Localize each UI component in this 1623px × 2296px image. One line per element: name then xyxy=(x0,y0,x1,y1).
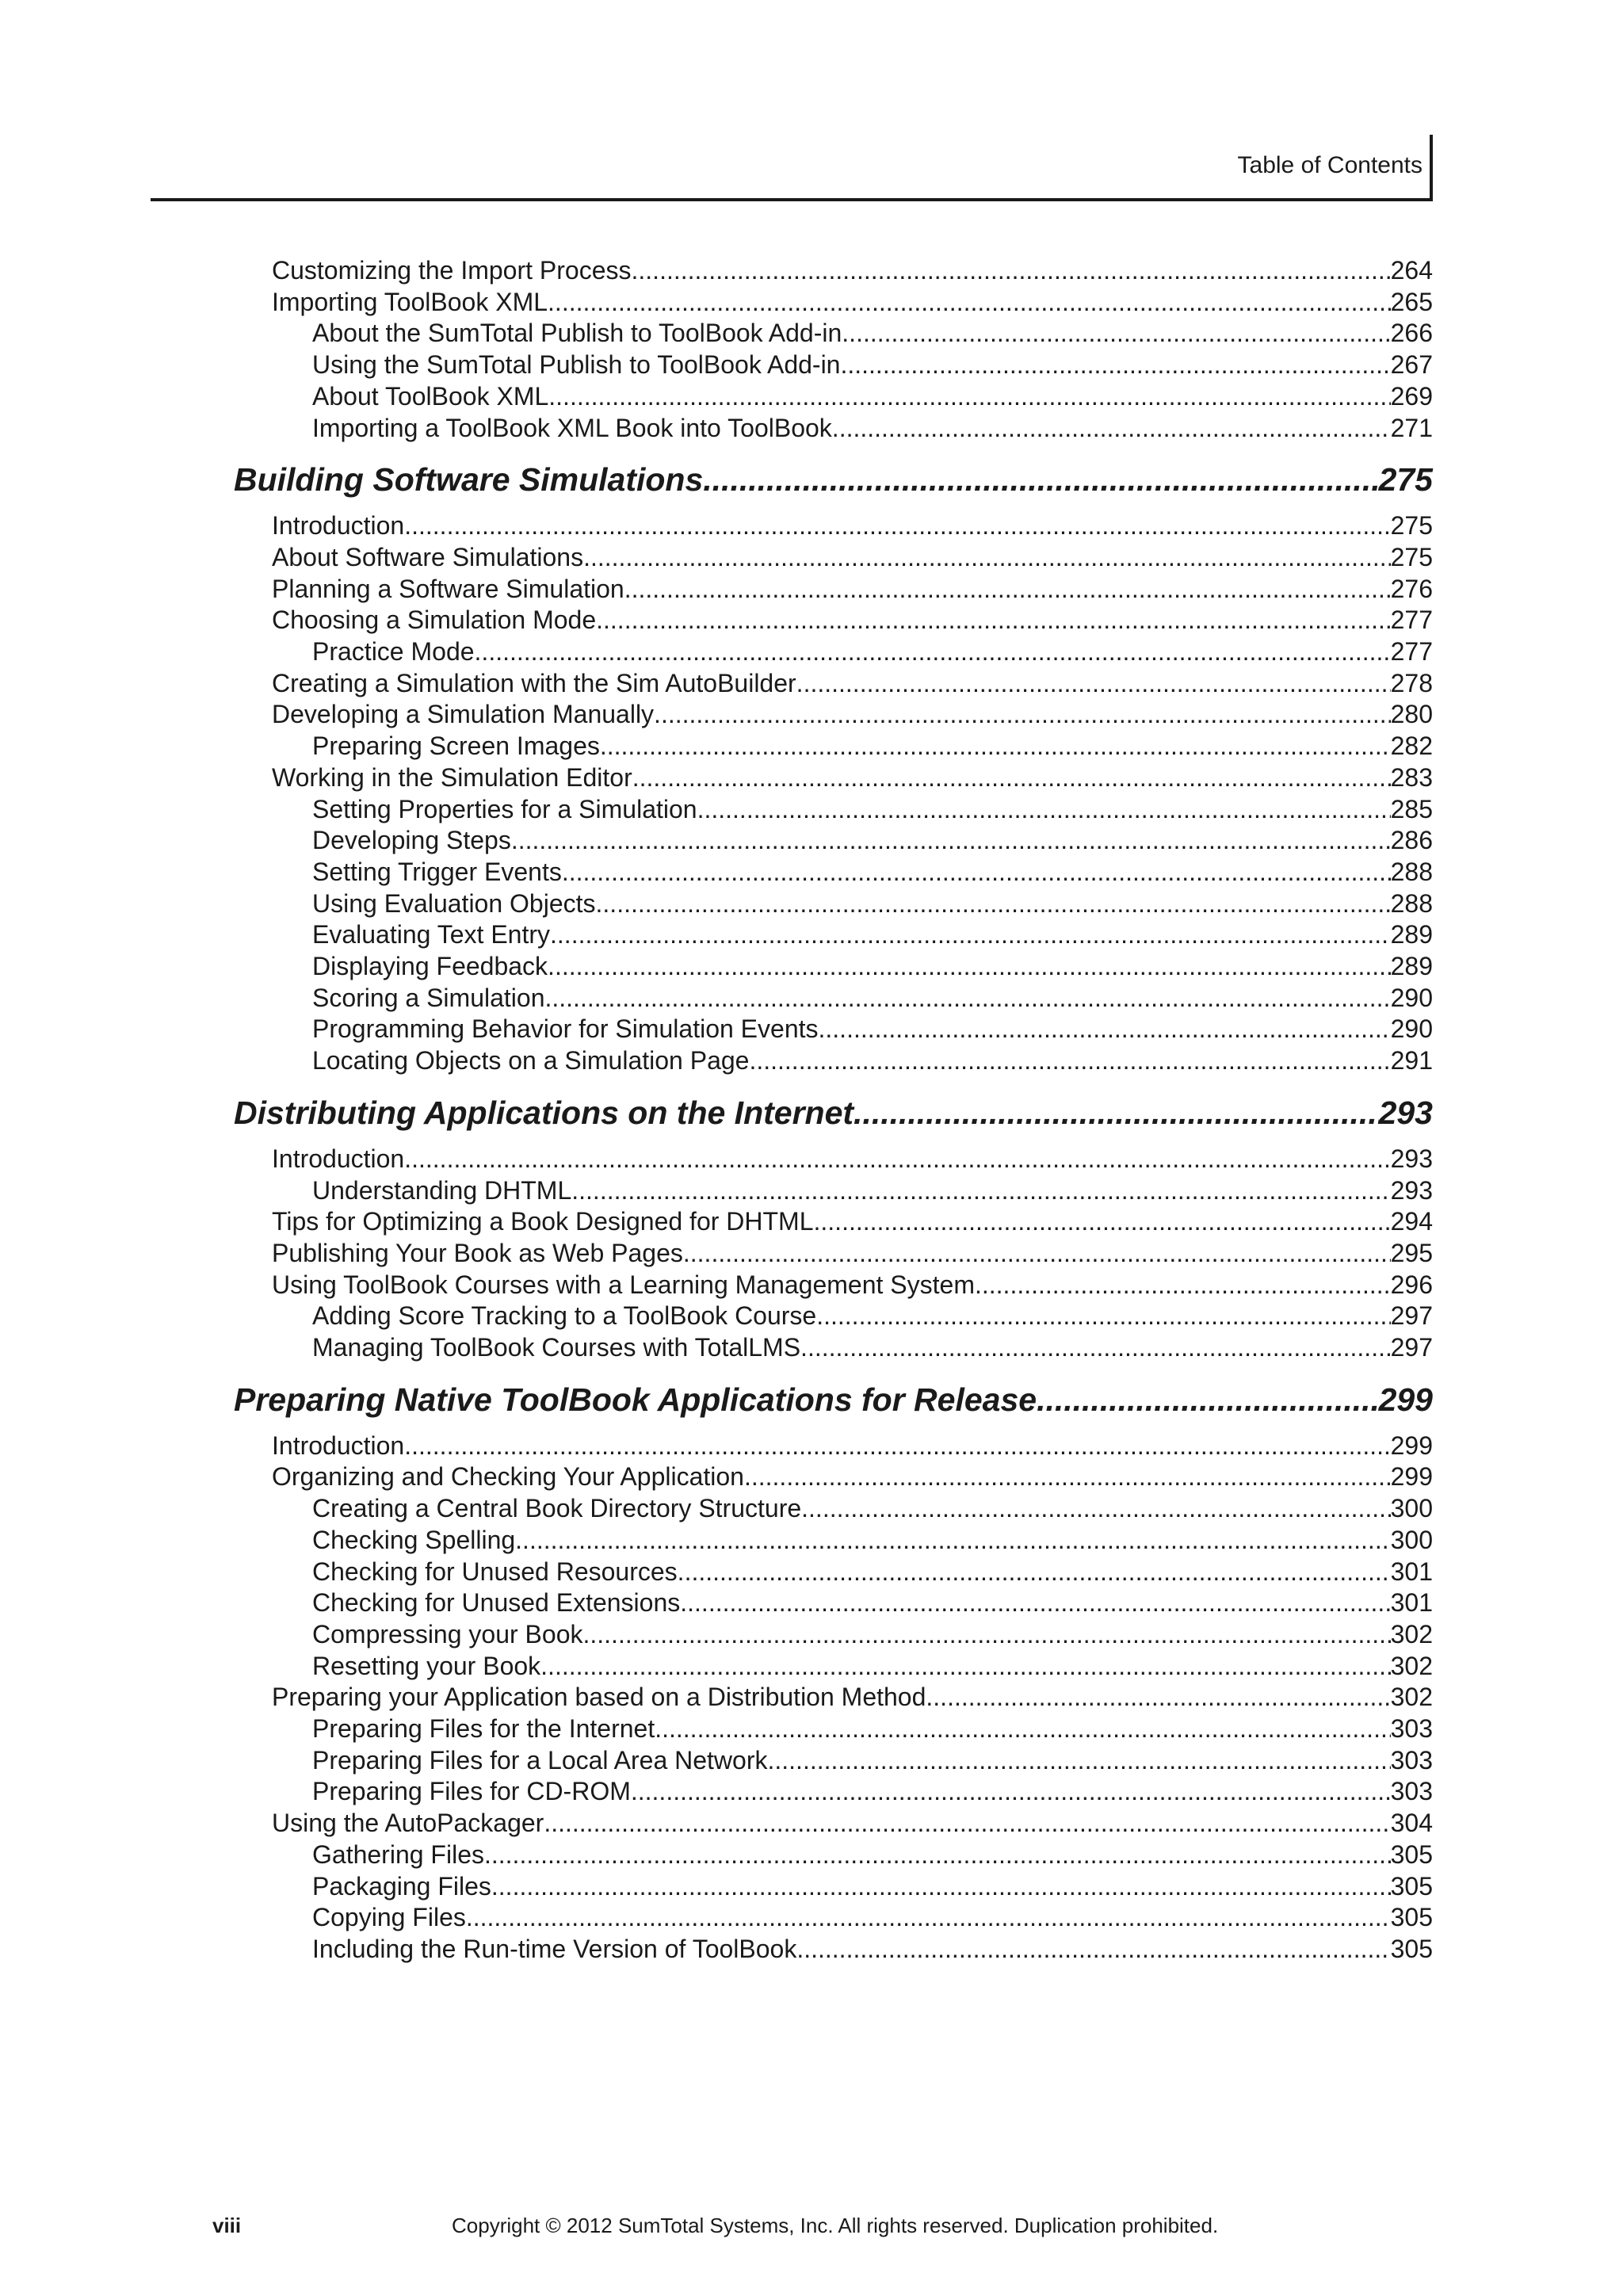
dot-leader xyxy=(840,349,1390,380)
toc-entry-page: 305 xyxy=(1390,1903,1433,1931)
toc-entry xyxy=(312,1933,1433,1965)
toc-entry-page: 302 xyxy=(1390,1652,1433,1680)
toc-entry-title: Creating a Simulation with the Sim AutoBuilder xyxy=(272,669,796,697)
toc-entry-page: 302 xyxy=(1390,1620,1433,1648)
toc-entry-page: 303 xyxy=(1390,1746,1433,1775)
toc-entry-page: 264 xyxy=(1390,256,1433,285)
toc-entry-page: 275 xyxy=(1390,511,1433,540)
toc-entry-page: 303 xyxy=(1390,1714,1433,1743)
toc-entry xyxy=(312,1556,1433,1587)
toc-entry xyxy=(272,1143,1433,1175)
toc-entry-page: 300 xyxy=(1390,1494,1433,1522)
toc-entry xyxy=(312,888,1433,919)
toc-entry-page: 289 xyxy=(1390,952,1433,980)
toc-entry-page: 271 xyxy=(1390,414,1433,442)
toc-entry xyxy=(312,824,1433,856)
toc-entry xyxy=(312,317,1433,349)
toc-entry-page: 288 xyxy=(1390,858,1433,886)
dot-leader xyxy=(975,1269,1391,1301)
toc-entry xyxy=(272,541,1433,573)
toc-entry-title: Introduction xyxy=(272,511,405,540)
toc-entry xyxy=(312,1587,1433,1618)
toc-entry-title: Customizing the Import Process xyxy=(272,256,632,285)
toc-entry-title: Including the Run-time Version of ToolBook xyxy=(312,1935,797,1963)
dot-leader xyxy=(631,1775,1391,1807)
toc-entry xyxy=(312,1744,1433,1776)
toc-entry-page: 288 xyxy=(1390,889,1433,918)
toc-entry-title: Developing a Simulation Manually xyxy=(272,700,655,728)
toc-entry-page: 278 xyxy=(1390,669,1433,697)
dot-leader xyxy=(484,1839,1391,1870)
toc-entry xyxy=(312,349,1433,380)
toc-entry-title: Checking for Unused Extensions xyxy=(312,1588,681,1617)
dot-leader xyxy=(744,1461,1391,1492)
dot-leader xyxy=(697,793,1391,825)
toc-entry-page: 290 xyxy=(1390,984,1433,1012)
toc-entry-title: Managing ToolBook Courses with TotalLMS xyxy=(312,1333,801,1362)
dot-leader xyxy=(816,1300,1390,1331)
toc-entry-page: 266 xyxy=(1390,319,1433,347)
toc-entry-title: Working in the Simulation Editor xyxy=(272,763,632,792)
toc-entry-title: Organizing and Checking Your Application xyxy=(272,1462,744,1491)
toc-entry-title: Packaging Files xyxy=(312,1872,491,1901)
toc-entry-title: Copying Files xyxy=(312,1903,466,1931)
toc-entry-title: Tips for Optimizing a Book Designed for DHTML xyxy=(272,1207,814,1236)
footer-copyright: Copyright © 2012 SumTotal Systems, Inc. All rights reserved. Duplication prohibited. xyxy=(452,2214,1219,2237)
toc-entry-page: 269 xyxy=(1390,382,1433,411)
toc-entry xyxy=(312,1175,1433,1206)
toc-entry-page: 302 xyxy=(1390,1683,1433,1711)
toc-entry-title: Practice Mode xyxy=(312,637,475,666)
toc-entry-title: Using Evaluation Objects xyxy=(312,889,596,918)
toc-entry xyxy=(312,1013,1433,1045)
toc-entry-page: 267 xyxy=(1390,350,1433,379)
dot-leader xyxy=(632,254,1391,286)
toc-chapter-entry xyxy=(234,460,1433,499)
dot-leader xyxy=(475,636,1391,667)
toc-entry-title: Using ToolBook Courses with a Learning Management System xyxy=(272,1270,975,1299)
dot-leader xyxy=(600,730,1391,762)
toc-entry xyxy=(312,730,1433,762)
toc-entry xyxy=(272,510,1433,541)
toc-entry xyxy=(312,982,1433,1014)
toc-entry-title: Setting Trigger Events xyxy=(312,858,562,886)
header-vertical-rule xyxy=(1430,135,1433,201)
toc-entry xyxy=(272,1807,1433,1839)
toc-chapter-entry xyxy=(234,1093,1433,1133)
toc-entry xyxy=(312,1524,1433,1556)
toc-entry xyxy=(272,286,1433,318)
toc-entry xyxy=(312,1901,1433,1933)
dot-leader xyxy=(632,762,1391,793)
dot-leader xyxy=(655,1713,1390,1744)
toc-entry-page: 285 xyxy=(1390,795,1433,823)
toc-entry-title: Distributing Applications on the Internet xyxy=(234,1095,854,1131)
toc-entry-title: Creating a Central Book Directory Structure xyxy=(312,1494,802,1522)
dot-leader xyxy=(582,1618,1390,1650)
toc-entry-page: 303 xyxy=(1390,1777,1433,1805)
toc-entry-title: Displaying Feedback xyxy=(312,952,548,980)
dot-leader xyxy=(678,1556,1391,1587)
toc-entry xyxy=(312,919,1433,950)
toc-entry-page: 289 xyxy=(1390,920,1433,949)
toc-entry-page: 297 xyxy=(1390,1301,1433,1330)
toc-entry xyxy=(312,1492,1433,1524)
toc-entry-title: Preparing Files for the Internet xyxy=(312,1714,655,1743)
toc-entry xyxy=(312,1839,1433,1870)
dot-leader xyxy=(544,1807,1390,1839)
dot-leader xyxy=(404,1430,1390,1461)
toc-entry xyxy=(312,856,1433,888)
dot-leader xyxy=(491,1870,1391,1902)
toc-entry xyxy=(312,950,1433,982)
dot-leader xyxy=(404,510,1390,541)
toc-entry-title: Importing ToolBook XML xyxy=(272,288,548,316)
dot-leader xyxy=(571,1175,1390,1206)
toc-entry xyxy=(312,1650,1433,1682)
toc-entry-page: 290 xyxy=(1390,1014,1433,1043)
toc-entry xyxy=(312,1618,1433,1650)
toc-entry-title: Checking for Unused Resources xyxy=(312,1557,678,1586)
toc-entry-title: Using the SumTotal Publish to ToolBook Add-in xyxy=(312,350,841,379)
toc-entry-page: 276 xyxy=(1390,575,1433,603)
toc-entry-title: Preparing Native ToolBook Applications for Release xyxy=(234,1381,1037,1418)
toc-entry-page: 299 xyxy=(1390,1431,1433,1460)
toc-entry-title: Introduction xyxy=(272,1431,405,1460)
dot-leader xyxy=(466,1901,1391,1933)
toc-chapter-entry xyxy=(234,1380,1433,1419)
dot-leader xyxy=(544,982,1390,1014)
toc-entry-title: About ToolBook XML xyxy=(312,382,549,411)
dot-leader xyxy=(1037,1380,1379,1419)
toc-entry-title: Preparing Files for a Local Area Network xyxy=(312,1746,768,1775)
toc-entry-title: About the SumTotal Publish to ToolBook Add-in xyxy=(312,319,842,347)
toc-entry xyxy=(312,1775,1433,1807)
toc-entry xyxy=(272,573,1433,605)
toc-entry-page: 283 xyxy=(1390,763,1433,792)
toc-entry-title: Scoring a Simulation xyxy=(312,984,545,1012)
dot-leader xyxy=(583,541,1391,573)
dot-leader xyxy=(703,460,1378,499)
dot-leader xyxy=(926,1681,1390,1713)
toc-entry xyxy=(272,762,1433,793)
dot-leader xyxy=(800,1331,1391,1363)
dot-leader xyxy=(515,1524,1390,1556)
toc-entry-page: 294 xyxy=(1390,1207,1433,1236)
toc-entry xyxy=(272,604,1433,636)
toc-entry xyxy=(272,1461,1433,1492)
toc-entry-page: 301 xyxy=(1390,1588,1433,1617)
dot-leader xyxy=(511,824,1391,856)
dot-leader xyxy=(624,573,1391,605)
toc-entry-title: Compressing your Book xyxy=(312,1620,583,1648)
toc-entry-page: 293 xyxy=(1378,1095,1433,1131)
toc-entry-page: 304 xyxy=(1390,1809,1433,1837)
dot-leader xyxy=(540,1650,1390,1682)
toc-entry xyxy=(312,380,1433,412)
dot-leader xyxy=(801,1492,1390,1524)
dot-leader xyxy=(683,1237,1391,1269)
dot-leader xyxy=(854,1093,1379,1133)
toc-entry-title: About Software Simulations xyxy=(272,543,584,571)
dot-leader xyxy=(680,1587,1390,1618)
toc-entry-page: 293 xyxy=(1390,1144,1433,1173)
dot-leader xyxy=(562,856,1391,888)
toc-entry-page: 286 xyxy=(1390,826,1433,854)
header-horizontal-rule xyxy=(151,198,1433,201)
toc-entry-title: Resetting your Book xyxy=(312,1652,541,1680)
dot-leader xyxy=(814,1205,1391,1237)
toc-entry-title: Locating Objects on a Simulation Page xyxy=(312,1046,750,1075)
toc-entry xyxy=(272,1237,1433,1269)
toc-entry xyxy=(312,1300,1433,1331)
toc-entry-page: 296 xyxy=(1390,1270,1433,1299)
toc-entry-title: Preparing your Application based on a Distribution Method xyxy=(272,1683,926,1711)
toc-entry xyxy=(312,636,1433,667)
toc-entry-title: Checking Spelling xyxy=(312,1526,516,1554)
toc-entry xyxy=(312,1331,1433,1363)
toc-entry xyxy=(272,1681,1433,1713)
toc-entry xyxy=(312,1045,1433,1076)
toc-entry-title: Choosing a Simulation Mode xyxy=(272,606,597,634)
toc-entry-title: Developing Steps xyxy=(312,826,511,854)
toc-entry-title: Setting Properties for a Simulation xyxy=(312,795,697,823)
toc-entry-page: 275 xyxy=(1390,543,1433,571)
toc-entry-title: Evaluating Text Entry xyxy=(312,920,551,949)
toc-entry-page: 277 xyxy=(1390,606,1433,634)
toc-entry xyxy=(272,1205,1433,1237)
dot-leader xyxy=(832,412,1391,444)
toc-entry-page: 282 xyxy=(1390,732,1433,760)
toc-entry-title: Programming Behavior for Simulation Events xyxy=(312,1014,819,1043)
toc-entry-page: 295 xyxy=(1390,1239,1433,1267)
dot-leader xyxy=(548,380,1390,412)
toc-entry-title: Using the AutoPackager xyxy=(272,1809,544,1837)
toc-entry xyxy=(272,1269,1433,1301)
dot-leader xyxy=(842,317,1390,349)
toc-entry-page: 297 xyxy=(1390,1333,1433,1362)
toc-entry xyxy=(312,793,1433,825)
toc-entry-page: 277 xyxy=(1390,637,1433,666)
toc-entry-page: 293 xyxy=(1390,1176,1433,1205)
toc-entry xyxy=(272,1430,1433,1461)
dot-leader xyxy=(548,286,1391,318)
dot-leader xyxy=(404,1143,1390,1175)
toc-entry-page: 299 xyxy=(1378,1381,1433,1418)
toc-entry-title: Understanding DHTML xyxy=(312,1176,572,1205)
dot-leader xyxy=(654,698,1391,730)
dot-leader xyxy=(767,1744,1390,1776)
dot-leader xyxy=(796,667,1391,699)
toc-entry-title: Planning a Software Simulation xyxy=(272,575,624,603)
toc-entry xyxy=(272,698,1433,730)
toc-entry-title: Building Software Simulations xyxy=(234,461,704,498)
dot-leader xyxy=(550,919,1391,950)
toc-entry-title: Importing a ToolBook XML Book into ToolBook xyxy=(312,414,832,442)
toc-entry-page: 275 xyxy=(1378,461,1433,498)
toc-entry-title: Preparing Screen Images xyxy=(312,732,600,760)
toc-entry xyxy=(312,412,1433,444)
toc-entry-title: Publishing Your Book as Web Pages xyxy=(272,1239,683,1267)
footer-page-number: viii xyxy=(212,2214,242,2237)
dot-leader xyxy=(596,888,1391,919)
dot-leader xyxy=(548,950,1391,982)
toc-entry xyxy=(272,254,1433,286)
toc-entry-title: Preparing Files for CD-ROM xyxy=(312,1777,631,1805)
dot-leader xyxy=(796,1933,1390,1965)
running-header: Table of Contents xyxy=(1237,152,1423,178)
toc-entry-page: 299 xyxy=(1390,1462,1433,1491)
dot-leader xyxy=(596,604,1390,636)
toc-entry xyxy=(312,1713,1433,1744)
toc-entry-title: Introduction xyxy=(272,1144,405,1173)
toc-entry xyxy=(312,1870,1433,1902)
toc-entry xyxy=(272,667,1433,699)
toc-entry-page: 280 xyxy=(1390,700,1433,728)
dot-leader xyxy=(819,1013,1391,1045)
toc-entry-title: Adding Score Tracking to a ToolBook Course xyxy=(312,1301,817,1330)
toc-entry-page: 301 xyxy=(1390,1557,1433,1586)
toc-entry-page: 265 xyxy=(1390,288,1433,316)
toc-entry-page: 305 xyxy=(1390,1935,1433,1963)
toc-entry-page: 305 xyxy=(1390,1872,1433,1901)
toc-entry-page: 300 xyxy=(1390,1526,1433,1554)
toc-entry-page: 291 xyxy=(1390,1046,1433,1075)
toc-entry-title: Gathering Files xyxy=(312,1840,484,1869)
dot-leader xyxy=(749,1045,1390,1076)
toc-entry-page: 305 xyxy=(1390,1840,1433,1869)
